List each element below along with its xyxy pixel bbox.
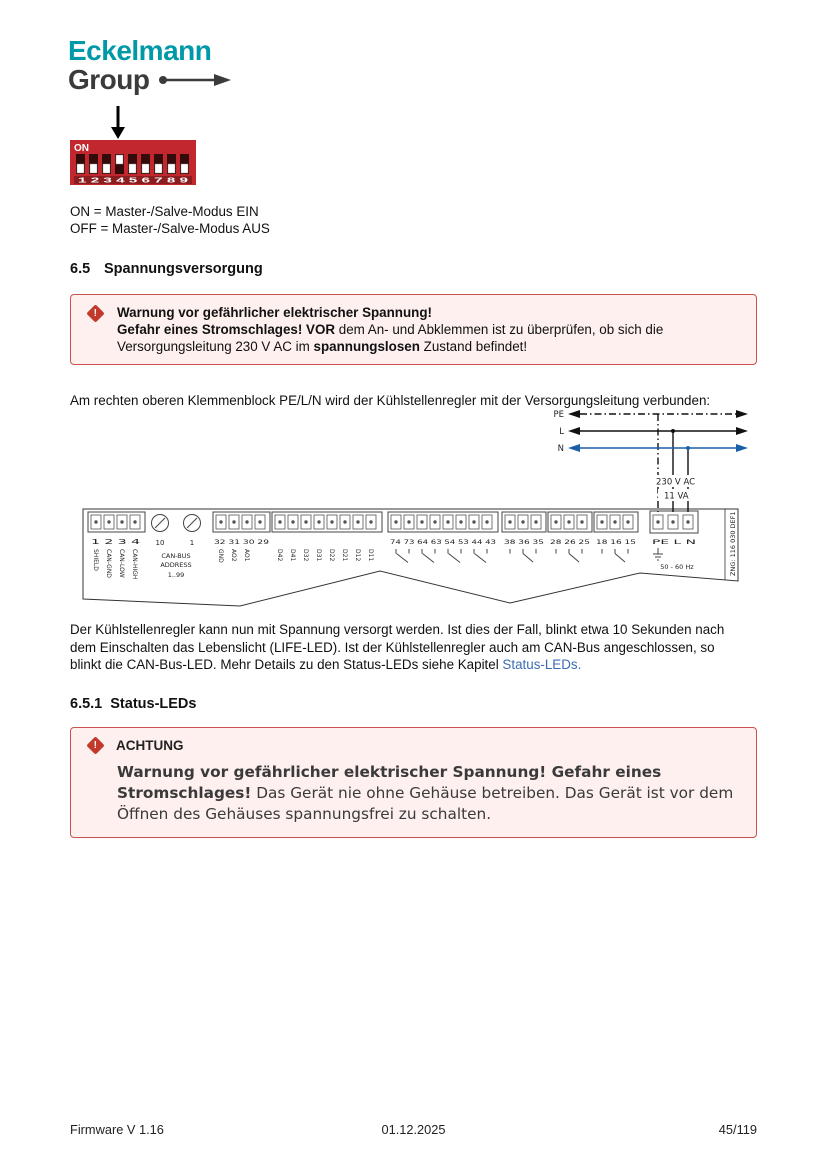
footer-firmware-version: Firmware V 1.16 xyxy=(70,1122,164,1137)
exclamation-glyph: ! xyxy=(93,307,98,319)
dip-numbers: 1 2 3 4 5 6 7 8 9 xyxy=(78,177,189,185)
n-line-label: N xyxy=(557,444,564,454)
relay-d-terminal-numbers: 18 16 15 xyxy=(596,538,636,546)
pe-line-label: PE xyxy=(553,410,564,420)
label-shield: SHIELD xyxy=(92,549,99,571)
logo-arrow-icon xyxy=(158,72,232,88)
section-title: Spannungsversorgung xyxy=(104,261,263,277)
mains-supply-lines xyxy=(554,410,749,512)
logo-eckelmann-text: Eckelmann xyxy=(68,35,212,66)
paragraph-power-line-2: dem Einschalten das Lebenslicht (LIFE-LED). Ist der Kühlstellenregler auch am CAN-Bus angeschlossen, so xyxy=(70,639,715,655)
section-heading-6-5-1 xyxy=(70,696,196,712)
footer-page-number: 45/119 xyxy=(718,1122,757,1137)
dip-caption xyxy=(70,203,270,237)
paragraph-power-line-3 xyxy=(70,656,770,674)
warning-line-3-bold: spannungslosen xyxy=(313,339,420,354)
attention-line-2-rest: Das Gerät nie ohne Gehäuse betreiben. Das Gerät ist vor dem xyxy=(251,784,734,802)
attention-line-1: Warnung vor gefährlicher elektrischer Spannung! Gefahr eines xyxy=(117,763,662,781)
warning-line-2-bold: Gefahr eines Stromschlages! VOR xyxy=(117,322,336,337)
label-d42: D42 xyxy=(276,549,283,562)
dial-tens-label: 10 xyxy=(155,539,165,547)
label-d21: D21 xyxy=(341,549,348,562)
section-number: 6.5 xyxy=(70,261,91,277)
warning-diamond-icon xyxy=(86,304,104,322)
zng-part-number: ZNG: 116 030 DEF1 xyxy=(729,511,737,576)
subsection-number: 6.5.1 xyxy=(70,696,103,712)
attention-line-3: Öffnen des Gehäuses spannungsfrei zu schalten. xyxy=(117,805,492,823)
label-d41: D41 xyxy=(289,549,296,562)
section-heading-6-5 xyxy=(70,261,263,277)
power-wiring-terminal-diagram xyxy=(80,407,758,619)
warning-box-voltage xyxy=(70,294,757,365)
attention-box xyxy=(70,727,757,838)
logo xyxy=(68,36,232,95)
paragraph-connection: Am rechten oberen Klemmenblock PE/L/N wird der Kühlstellenregler mit der Versorgungsleitung verbunden: xyxy=(70,393,711,408)
analog-terminal-numbers: 32 31 30 29 xyxy=(214,538,269,546)
paragraph-power-line-3-text: blinkt die CAN-Bus-LED. Mehr Details zu den Status-LEDs siehe Kapitel xyxy=(70,657,503,672)
logo-group-text: Group xyxy=(68,64,150,96)
attention-title: ACHTUNG xyxy=(116,738,184,753)
label-ao2: AO2 xyxy=(230,549,237,562)
warning-line-3-rest: Zustand befindet! xyxy=(419,339,528,354)
warning-line-3 xyxy=(117,338,663,355)
attention-line-2 xyxy=(117,783,740,804)
label-d12: D12 xyxy=(354,549,361,562)
voltage-label: 230 V AC xyxy=(656,477,696,488)
dip-pointer-arrow-icon xyxy=(107,106,129,140)
relay-a-terminal-numbers: 74 73 64 63 54 53 44 43 xyxy=(390,538,496,546)
warning-text xyxy=(117,304,663,355)
can-terminal-numbers: 1 2 3 4 xyxy=(91,538,142,546)
dip-caption-on: ON = Master-/Salve-Modus EIN xyxy=(70,204,259,219)
l-line-label: L xyxy=(559,427,564,437)
footer-date: 01.12.2025 xyxy=(381,1122,446,1137)
label-d32: D32 xyxy=(302,549,309,562)
label-ao1: AO1 xyxy=(243,549,250,562)
dip-on-label: ON xyxy=(74,143,89,154)
subsection-title: Status-LEDs xyxy=(110,696,197,712)
dip-switch-sliders xyxy=(76,154,189,174)
power-rating-label: 11 VA xyxy=(664,491,689,502)
attention-header xyxy=(89,738,740,753)
label-gnd: GND xyxy=(217,549,224,563)
label-d22: D22 xyxy=(328,549,335,562)
address-label: ADDRESS xyxy=(160,561,192,569)
paragraph-power-on xyxy=(70,621,770,674)
attention-text xyxy=(117,762,740,825)
dip-switch-graphic xyxy=(70,140,197,186)
label-can-gnd: CAN-GND xyxy=(105,549,112,578)
warning-line-2-rest: dem An- und Abklemmen ist zu überprüfen, ob sich die xyxy=(335,322,664,337)
can-bus-label: CAN-BUS xyxy=(161,552,191,560)
address-range-label: 1..99 xyxy=(167,571,185,579)
relay-b-terminal-numbers: 38 36 35 xyxy=(504,538,544,546)
label-can-high: CAN-HIGH xyxy=(131,549,138,580)
attention-line-2-bold: Stromschlages! xyxy=(117,784,252,802)
relay-c-terminal-numbers: 28 26 25 xyxy=(550,538,590,546)
warning-line-2 xyxy=(117,321,663,338)
warning-line-1: Warnung vor gefährlicher elektrischer Spannung! xyxy=(117,305,432,320)
label-d31: D31 xyxy=(315,549,322,562)
frequency-label: 50 - 60 Hz xyxy=(660,563,694,571)
label-d11: D11 xyxy=(367,549,374,562)
dial-ones-label: 1 xyxy=(189,539,195,547)
paragraph-power-line-1: Der Kühlstellenregler kann nun mit Spannung versorgt werden. Ist dies der Fall, blinkt etwa 10 Sekunden nach xyxy=(70,622,725,637)
attention-diamond-icon xyxy=(86,736,104,754)
exclamation-glyph: ! xyxy=(93,739,98,751)
warning-line-3-pre: Versorgungsleitung 230 V AC im xyxy=(117,339,314,354)
mains-terminal-labels: PE L N xyxy=(652,538,697,546)
status-leds-link[interactable]: Status-LEDs. xyxy=(502,657,582,672)
page-footer xyxy=(70,1122,757,1138)
label-can-low: CAN-LOW xyxy=(118,549,125,578)
dip-caption-off: OFF = Master-/Salve-Modus AUS xyxy=(70,221,270,236)
